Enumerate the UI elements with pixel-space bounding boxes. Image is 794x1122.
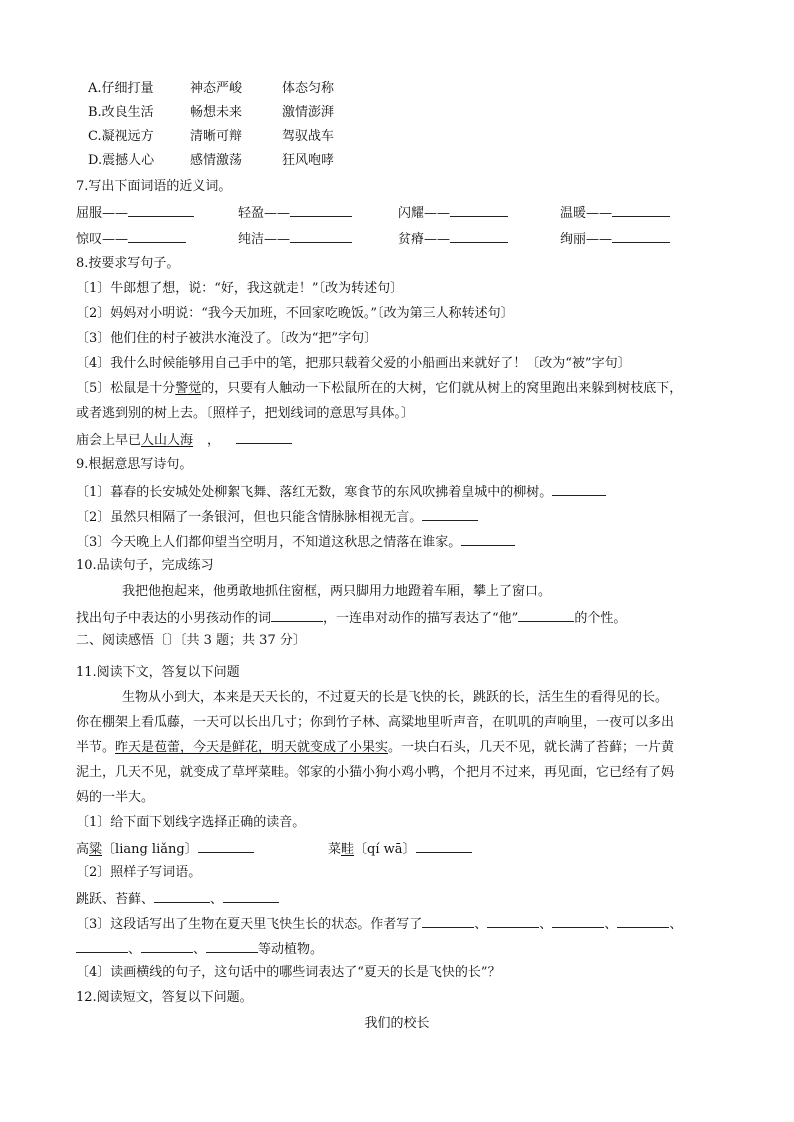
- answer-blank[interactable]: [76, 939, 128, 953]
- q11-p1: 生物从小到大，本来是天天长的，不过夏天的长是飞快的长，跳跃的长，活生生的看得见的长。: [122, 690, 669, 705]
- answer-blank[interactable]: [612, 229, 670, 243]
- q7-item: 贫瘠——: [398, 229, 508, 249]
- q9-s1: 〔1〕暮春的长安城处处柳絮飞舞、落红无数，寒食节的东风吹拂着皇城中的柳树。: [76, 482, 606, 502]
- answer-blank[interactable]: [416, 839, 472, 853]
- q7-title: 7.写出下面词语的近义词。: [76, 179, 232, 194]
- option-c-1: C.凝视远方: [88, 129, 154, 144]
- option-c-3: 驾驭战车: [282, 129, 335, 144]
- q10-s1: 我把他抱起来，他勇敢地抓住窗框，两只脚用力地蹬着车厢，攀上了窗口。: [122, 584, 552, 599]
- q7-item: 温暖——: [560, 203, 670, 223]
- option-a-3: 体态匀称: [282, 81, 335, 96]
- option-b-3: 激情澎湃: [282, 105, 335, 120]
- option-d-3: 狂风咆哮: [282, 153, 335, 168]
- q11-sub3-cont: 、 、 等动植物。: [76, 939, 323, 959]
- answer-blank[interactable]: [617, 914, 669, 928]
- q11-p3: 半节。昨天是苞蕾，今天是鲜花，明天就变成了小果实。一块白石头，几天不见，就长满了苔藓；一片黄: [76, 740, 675, 755]
- option-d-2: 感情激荡: [190, 153, 243, 168]
- q8-s5-cont: 或者逃到别的树上去。〔照样子，把划线词的意思写具体。〕: [76, 406, 415, 421]
- q11-sub1: 〔1〕给下面下划线字选择正确的读音。: [76, 815, 306, 830]
- option-c-2: 清晰可辩: [190, 129, 243, 144]
- q7-item: 屈服——: [76, 203, 194, 223]
- q8-s5: 〔5〕松鼠是十分警觉的，只要有人触动一下松鼠所在的大树，它们就从树上的窝里跑出来躲到树枝底下，: [76, 381, 683, 396]
- answer-blank[interactable]: [128, 229, 186, 243]
- q11-title: 11.阅读下文，答复以下问题: [76, 665, 240, 680]
- option-d-1: D.震撼人心: [88, 153, 155, 168]
- answer-blank[interactable]: [422, 507, 478, 521]
- answer-blank[interactable]: [518, 608, 574, 622]
- q11-sub4: 〔4〕读画横线的句子，这句话中的哪些词表达了“夏天的长是飞快的长”？: [76, 965, 501, 980]
- q11-sub2: 〔2〕照样子写词语。: [76, 865, 202, 880]
- option-b-1: B.改良生活: [88, 105, 154, 120]
- q7-item: 闪耀——: [398, 203, 508, 223]
- q8-s2: 〔2〕妈妈对小明说：“我今天加班，不回家吃晚饭。”〔改为第三人称转述句〕: [76, 306, 514, 321]
- q9-title: 9.根据意思写诗句。: [76, 457, 193, 472]
- answer-blank[interactable]: [236, 430, 292, 444]
- q9-s2: 〔2〕虽然只相隔了一条银河，但也只能含情脉脉相视无言。: [76, 507, 478, 527]
- q8-title: 8.按要求写句子。: [76, 256, 180, 271]
- q8-s3: 〔3〕他们住的村子被洪水淹没了。〔改为“把”字句〕: [76, 331, 378, 346]
- answer-blank[interactable]: [612, 203, 670, 217]
- q11-sub3: 〔3〕这段话写出了生物在夏天里飞快生长的状态。作者写了 、 、 、 、: [76, 914, 682, 934]
- answer-blank[interactable]: [450, 203, 508, 217]
- answer-blank[interactable]: [141, 939, 193, 953]
- q8-s6: 庙会上早已人山人海 ，: [76, 430, 292, 450]
- q11-word2: 菜畦〔qí wā〕: [328, 839, 472, 859]
- q10-s2: 找出句子中表达的小男孩动作的词 ，一连串对动作的描写表达了“他” 的个性。: [76, 608, 626, 628]
- answer-blank[interactable]: [450, 229, 508, 243]
- option-a-2: 神态严峻: [190, 81, 243, 96]
- q8-s1: 〔1〕牛郎想了想，说：“好，我这就走！”〔改为转述句〕: [76, 281, 404, 296]
- q11-p5: 妈的一半大。: [76, 790, 155, 805]
- q11-p4: 泥土，几天不见，就变成了草坪菜畦。邻家的小猫小狗小鸡小鸭，个把月不过来，再见面，它已经有了妈: [76, 765, 675, 780]
- answer-blank[interactable]: [290, 203, 352, 217]
- answer-blank[interactable]: [198, 839, 254, 853]
- section-2-heading: 二、阅读感悟〔〕〔共 3 题；共 37 分〕: [76, 633, 306, 648]
- q7-item: 惊叹——: [76, 229, 186, 249]
- answer-blank[interactable]: [552, 914, 604, 928]
- answer-blank[interactable]: [271, 608, 323, 622]
- q7-item: 绚丽——: [560, 229, 670, 249]
- q12-title: 12.阅读短文，答复以下问题。: [76, 990, 253, 1005]
- option-b-2: 畅想未来: [190, 105, 243, 120]
- answer-blank[interactable]: [487, 914, 539, 928]
- q11-word1: 高粱〔liang liǎng〕: [76, 839, 254, 859]
- q7-item: 纯洁——: [238, 229, 352, 249]
- option-a-1: A.仔细打量: [88, 81, 154, 96]
- answer-blank[interactable]: [154, 889, 210, 903]
- answer-blank[interactable]: [552, 482, 606, 496]
- answer-blank[interactable]: [422, 914, 474, 928]
- answer-blank[interactable]: [223, 889, 279, 903]
- q11-p2: 你在棚架上看瓜藤，一天可以长出几寸；你到竹子林、高粱地里听声音，在叽叽的声响里，一夜可以多出: [76, 715, 675, 730]
- q8-s4: 〔4〕我什么时候能够用自己手中的笔，把那只载着父爱的小船画出来就好了！〔改为“被”字句〕: [76, 356, 631, 371]
- answer-blank[interactable]: [206, 939, 258, 953]
- answer-blank[interactable]: [128, 203, 194, 217]
- q10-title: 10.品读句子，完成练习: [76, 558, 214, 573]
- q9-s3: 〔3〕今天晚上人们都仰望当空明月，不知道这秋思之情落在谁家。: [76, 532, 515, 552]
- q7-item: 轻盈——: [238, 203, 352, 223]
- answer-blank[interactable]: [461, 532, 515, 546]
- answer-blank[interactable]: [290, 229, 352, 243]
- q12-heading: 我们的校长: [364, 1016, 430, 1031]
- q11-example: 跳跃、苔藓、 、: [76, 889, 279, 909]
